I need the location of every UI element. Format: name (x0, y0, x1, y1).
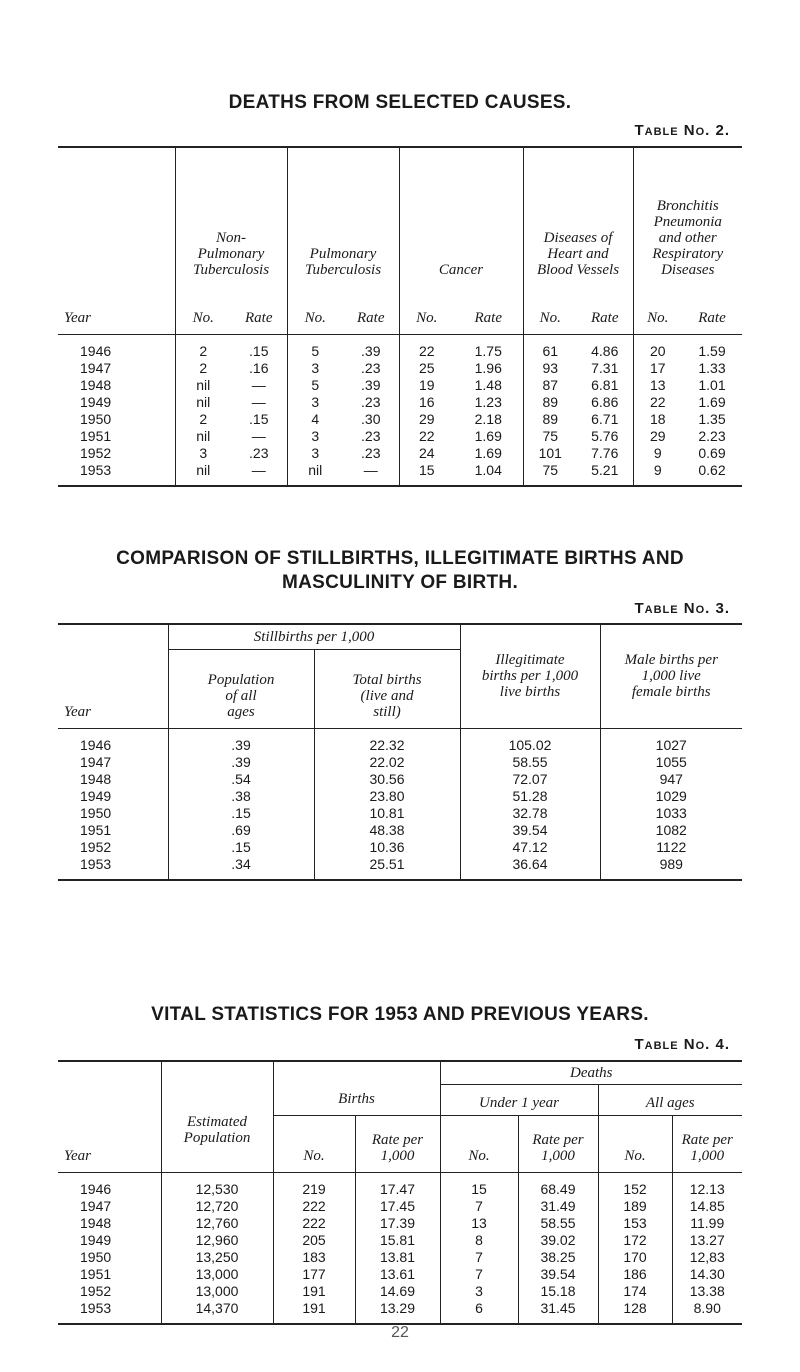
table3-header-stillbirths: Stillbirths per 1,000 (168, 624, 460, 650)
table2-header-pulmonary: Pulmonary Tuberculosis (287, 147, 399, 286)
table2-cell: 89 (523, 394, 577, 411)
table4-cell: 174 (598, 1283, 672, 1300)
t4-rate: Rate per 1,000 (672, 1116, 742, 1173)
table4-cell: 15 (440, 1173, 518, 1199)
table2-title: DEATHS FROM SELECTED CAUSES. (228, 92, 572, 113)
table2-cell: 4 (287, 411, 343, 428)
table4-header-year: Year (64, 1148, 91, 1164)
table4-cell: 7 (440, 1249, 518, 1266)
table3-cell: .69 (168, 822, 314, 839)
t2-no: No. (175, 286, 231, 335)
table2-cell: 1.69 (474, 428, 502, 444)
table4-body (58, 1173, 742, 1325)
table2-cell: 25 (399, 360, 454, 377)
table2-cell: 1.01 (698, 377, 726, 393)
t2-no: No. (523, 286, 577, 335)
table3-label: Table No. 3. (634, 600, 730, 617)
table4-cell: 172 (598, 1232, 672, 1249)
table3-row (58, 771, 742, 788)
table2-header-heart: Diseases of Heart and Blood Vessels (523, 147, 633, 286)
table3-header-year: Year (64, 704, 91, 720)
table2-cell: 18 (633, 411, 682, 428)
table2-cell: 0.62 (698, 462, 726, 478)
table2-cell: 1.59 (698, 343, 726, 359)
table3-cell: .38 (168, 788, 314, 805)
t2-no: No. (399, 286, 454, 335)
table2-header-non-pulmonary: Non- Pulmonary Tuberculosis (175, 147, 287, 286)
table2-cell: 75 (523, 428, 577, 445)
table4-cell: 13.27 (672, 1232, 742, 1249)
table2-year-cell: 1948 (80, 377, 112, 393)
table4-cell: 13,000 (161, 1266, 273, 1283)
table2-cell: 4.86 (591, 343, 619, 359)
table4-cell: 13,250 (161, 1249, 273, 1266)
table2-cell: 2 (175, 360, 231, 377)
table2-cell: 93 (523, 360, 577, 377)
table2-row (58, 394, 742, 411)
table2-year-cell: 1951 (80, 428, 112, 444)
table2-cell: 1.23 (474, 394, 502, 410)
table2-cell: 5.21 (591, 462, 619, 478)
table4-cell: 191 (273, 1300, 355, 1324)
t4-no: No. (440, 1116, 518, 1173)
table4-year-cell: 1948 (80, 1215, 112, 1231)
table3-cell: 105.02 (460, 729, 600, 755)
table2-cell: 9 (633, 445, 682, 462)
table2-cell: nil (175, 428, 231, 445)
table2-cell: 75 (523, 462, 577, 486)
table2-cell: 2 (175, 335, 231, 361)
table3-year-cell: 1946 (80, 737, 112, 753)
table3-cell: 22.02 (314, 754, 460, 771)
page-number: 22 (391, 1324, 409, 1341)
table2-cell: — (251, 428, 266, 444)
table2-cell: nil (175, 377, 231, 394)
table3-cell: .39 (168, 729, 314, 755)
table4-cell: 15.81 (355, 1232, 440, 1249)
table2-cell: 5.76 (591, 428, 619, 444)
table2-cell: .23 (249, 445, 269, 461)
table3-row (58, 839, 742, 856)
table4-cell: 14,370 (161, 1300, 273, 1324)
table2-row (58, 335, 742, 361)
table4-cell: 205 (273, 1232, 355, 1249)
t2-rate: Rate (698, 310, 726, 326)
table4-year-cell: 1951 (80, 1266, 112, 1282)
table2-cell: nil (287, 462, 343, 486)
table3-cell: .15 (168, 805, 314, 822)
t4-no: No. (598, 1116, 672, 1173)
t2-rate: Rate (245, 310, 273, 326)
table2-cell: 3 (287, 394, 343, 411)
table3-cell: .34 (168, 856, 314, 880)
table4-year-cell: 1947 (80, 1198, 112, 1214)
t2-rate: Rate (474, 310, 502, 326)
table2-year-cell: 1953 (80, 462, 112, 478)
table3-row (58, 805, 742, 822)
table3-year-cell: 1951 (80, 822, 112, 838)
table4-cell: 12,760 (161, 1215, 273, 1232)
t2-rate: Rate (591, 310, 619, 326)
table4-cell: 12.13 (672, 1173, 742, 1199)
table2-cell: 24 (399, 445, 454, 462)
table4-cell: 13.29 (355, 1300, 440, 1324)
table2-cell: .16 (249, 360, 269, 376)
table4-cell: 191 (273, 1283, 355, 1300)
table4-cell: 6 (440, 1300, 518, 1324)
table4-cell: 17.45 (355, 1198, 440, 1215)
table4-row (58, 1283, 742, 1300)
table4-cell: 8 (440, 1232, 518, 1249)
t2-rate: Rate (357, 310, 385, 326)
table2-cell: 2 (175, 411, 231, 428)
table2-cell: 29 (633, 428, 682, 445)
table3-cell: 36.64 (460, 856, 600, 880)
table3-cell: 1055 (600, 754, 742, 771)
table2-cell: .30 (361, 411, 381, 427)
table3-year-cell: 1948 (80, 771, 112, 787)
table3 (58, 623, 742, 881)
table2-cell: 19 (399, 377, 454, 394)
table4-cell: 219 (273, 1173, 355, 1199)
table4-cell: 17.39 (355, 1215, 440, 1232)
table4-year-cell: 1953 (80, 1300, 112, 1316)
table3-row (58, 856, 742, 880)
table4-row (58, 1232, 742, 1249)
table4-cell: 186 (598, 1266, 672, 1283)
table4-cell: 12,960 (161, 1232, 273, 1249)
table3-cell: 23.80 (314, 788, 460, 805)
table2-header-cancer: Cancer (399, 147, 523, 286)
table3-header-total-births: Total births (live and still) (314, 650, 460, 729)
table4-cell: 39.02 (518, 1232, 598, 1249)
table4-cell: 14.30 (672, 1266, 742, 1283)
table2-cell: 13 (633, 377, 682, 394)
table2-cell: 6.71 (591, 411, 619, 427)
table3-cell: 58.55 (460, 754, 600, 771)
table3-cell: 72.07 (460, 771, 600, 788)
table4-header-under1: Under 1 year (440, 1085, 598, 1116)
table4-header-allages: All ages (598, 1085, 742, 1116)
table4-cell: 38.25 (518, 1249, 598, 1266)
table2-cell: 0.69 (698, 445, 726, 461)
table3-cell: 1082 (600, 822, 742, 839)
table3-cell: 30.56 (314, 771, 460, 788)
table4-year-cell: 1952 (80, 1283, 112, 1299)
table3-cell: .15 (168, 839, 314, 856)
table2-cell: 1.04 (474, 462, 502, 478)
table4-cell: 11.99 (672, 1215, 742, 1232)
table3-header-male: Male births per 1,000 live female births (600, 624, 742, 729)
table4-cell: 7 (440, 1198, 518, 1215)
table4-row (58, 1173, 742, 1199)
table2-cell: 7.31 (591, 360, 619, 376)
t2-no: No. (633, 286, 682, 335)
table3-header-illegitimate: Illegitimate births per 1,000 live births (460, 624, 600, 729)
table2-cell: — (363, 462, 378, 478)
table4-cell: 12,530 (161, 1173, 273, 1199)
table2-row (58, 462, 742, 486)
table3-cell: 989 (600, 856, 742, 880)
table2-cell: .23 (361, 394, 381, 410)
table2-header-bronchitis: Bronchitis Pneumonia and other Respiratory Diseases (633, 147, 742, 286)
table2-cell: 7.76 (591, 445, 619, 461)
t2-no: No. (287, 286, 343, 335)
table2-row (58, 360, 742, 377)
table2 (58, 146, 742, 487)
table3-cell: 47.12 (460, 839, 600, 856)
table4-cell: 153 (598, 1215, 672, 1232)
table4-row (58, 1198, 742, 1215)
table3-row (58, 754, 742, 771)
table2-cell: 9 (633, 462, 682, 486)
table2-cell: .39 (361, 343, 381, 359)
table2-cell: 22 (633, 394, 682, 411)
table4-cell: 8.90 (672, 1300, 742, 1324)
table3-cell: 25.51 (314, 856, 460, 880)
table2-cell: 2.23 (698, 428, 726, 444)
table2-cell: 20 (633, 335, 682, 361)
table3-cell: 1027 (600, 729, 742, 755)
table2-year-cell: 1947 (80, 360, 112, 376)
table3-header-population: Population of all ages (168, 650, 314, 729)
table3-cell: 1029 (600, 788, 742, 805)
table2-row (58, 411, 742, 428)
table2-year-cell: 1949 (80, 394, 112, 410)
table4-label: Table No. 4. (634, 1036, 730, 1053)
table2-cell: 1.96 (474, 360, 502, 376)
table4-cell: 68.49 (518, 1173, 598, 1199)
table3-cell: 10.81 (314, 805, 460, 822)
table4-cell: 14.85 (672, 1198, 742, 1215)
table4-header-deaths: Deaths (440, 1061, 742, 1085)
table2-cell: 17 (633, 360, 682, 377)
table4-cell: 13.81 (355, 1249, 440, 1266)
table4-cell: 31.49 (518, 1198, 598, 1215)
table4-header-births: Births (273, 1061, 440, 1116)
table2-cell: 5 (287, 377, 343, 394)
table2-cell: — (251, 462, 266, 478)
table3-cell: 1033 (600, 805, 742, 822)
table4-cell: 58.55 (518, 1215, 598, 1232)
table2-cell: .23 (361, 445, 381, 461)
table2-year-cell: 1952 (80, 445, 112, 461)
table4-row (58, 1300, 742, 1324)
table2-cell: .23 (361, 428, 381, 444)
table2-body (58, 335, 742, 487)
table2-year-cell: 1946 (80, 343, 112, 359)
table4-row (58, 1249, 742, 1266)
table4-cell: 39.54 (518, 1266, 598, 1283)
table4-cell: 14.69 (355, 1283, 440, 1300)
table2-row (58, 377, 742, 394)
table2-cell: nil (175, 394, 231, 411)
table2-cell: 3 (287, 360, 343, 377)
table4-year-cell: 1950 (80, 1249, 112, 1265)
table2-cell: 22 (399, 335, 454, 361)
table4-cell: 12,720 (161, 1198, 273, 1215)
table2-cell: 101 (523, 445, 577, 462)
table2-cell: 15 (399, 462, 454, 486)
table3-cell: 22.32 (314, 729, 460, 755)
table3-body (58, 729, 742, 881)
table2-cell: 1.48 (474, 377, 502, 393)
table4-cell: 183 (273, 1249, 355, 1266)
table2-year-cell: 1950 (80, 411, 112, 427)
table4-title: VITAL STATISTICS FOR 1953 AND PREVIOUS YEARS. (151, 1004, 649, 1025)
t4-rate: Rate per 1,000 (518, 1116, 598, 1173)
table3-cell: 947 (600, 771, 742, 788)
table4-cell: 128 (598, 1300, 672, 1324)
table4-cell: 13.61 (355, 1266, 440, 1283)
table4-year-cell: 1949 (80, 1232, 112, 1248)
table4-cell: 13,000 (161, 1283, 273, 1300)
table2-cell: .15 (249, 343, 269, 359)
table2-cell: 1.33 (698, 360, 726, 376)
table2-cell: 6.81 (591, 377, 619, 393)
table2-cell: 1.69 (698, 394, 726, 410)
table3-cell: 48.38 (314, 822, 460, 839)
table2-cell: .39 (361, 377, 381, 393)
table4-row (58, 1215, 742, 1232)
table2-cell: .15 (249, 411, 269, 427)
table2-cell: 22 (399, 428, 454, 445)
table4-cell: 177 (273, 1266, 355, 1283)
table2-cell: 6.86 (591, 394, 619, 410)
table2-label: Table No. 2. (634, 122, 730, 139)
table2-cell: 16 (399, 394, 454, 411)
table2-cell: — (251, 394, 266, 410)
table2-cell: 61 (523, 335, 577, 361)
table4-cell: 222 (273, 1215, 355, 1232)
table3-cell: 51.28 (460, 788, 600, 805)
table2-row (58, 428, 742, 445)
table3-year-cell: 1952 (80, 839, 112, 855)
table4 (58, 1060, 742, 1325)
table2-cell: 89 (523, 411, 577, 428)
table4-cell: 152 (598, 1173, 672, 1199)
table3-title-line2: MASCULINITY OF BIRTH. (281, 572, 519, 593)
table3-row (58, 822, 742, 839)
table2-cell: 1.35 (698, 411, 726, 427)
table2-cell: 1.69 (474, 445, 502, 461)
table2-header-year: Year (64, 310, 91, 326)
table4-cell: 3 (440, 1283, 518, 1300)
table4-cell: 13.38 (672, 1283, 742, 1300)
table4-cell: 189 (598, 1198, 672, 1215)
table2-cell: 5 (287, 335, 343, 361)
table4-cell: 13 (440, 1215, 518, 1232)
table4-cell: 17.47 (355, 1173, 440, 1199)
table4-cell: 7 (440, 1266, 518, 1283)
table4-cell: 222 (273, 1198, 355, 1215)
table2-cell: — (251, 377, 266, 393)
table4-header-population: Estimated Population (161, 1061, 273, 1173)
table4-year-cell: 1946 (80, 1181, 112, 1197)
table3-year-cell: 1949 (80, 788, 112, 804)
table3-cell: 1122 (600, 839, 742, 856)
table3-cell: 10.36 (314, 839, 460, 856)
table4-cell: 31.45 (518, 1300, 598, 1324)
table4-cell: 12,83 (672, 1249, 742, 1266)
table4-cell: 15.18 (518, 1283, 598, 1300)
table2-cell: 3 (287, 428, 343, 445)
table3-row (58, 788, 742, 805)
table2-cell: 3 (287, 445, 343, 462)
table2-cell: 1.75 (474, 343, 502, 359)
table2-cell: 2.18 (474, 411, 502, 427)
table4-cell: 170 (598, 1249, 672, 1266)
table3-cell: .39 (168, 754, 314, 771)
table2-cell: 87 (523, 377, 577, 394)
table3-row (58, 729, 742, 755)
t4-no: No. (273, 1116, 355, 1173)
table2-cell: .23 (361, 360, 381, 376)
table3-cell: .54 (168, 771, 314, 788)
table2-row (58, 445, 742, 462)
table2-cell: nil (175, 462, 231, 486)
table3-year-cell: 1950 (80, 805, 112, 821)
table3-year-cell: 1947 (80, 754, 112, 770)
table3-year-cell: 1953 (80, 856, 112, 872)
table2-cell: 29 (399, 411, 454, 428)
table3-cell: 32.78 (460, 805, 600, 822)
table2-cell: 3 (175, 445, 231, 462)
table3-cell: 39.54 (460, 822, 600, 839)
t4-rate: Rate per 1,000 (355, 1116, 440, 1173)
table4-row (58, 1266, 742, 1283)
table3-title-line1: COMPARISON OF STILLBIRTHS, ILLEGITIMATE BIRTHS AND (116, 548, 684, 569)
